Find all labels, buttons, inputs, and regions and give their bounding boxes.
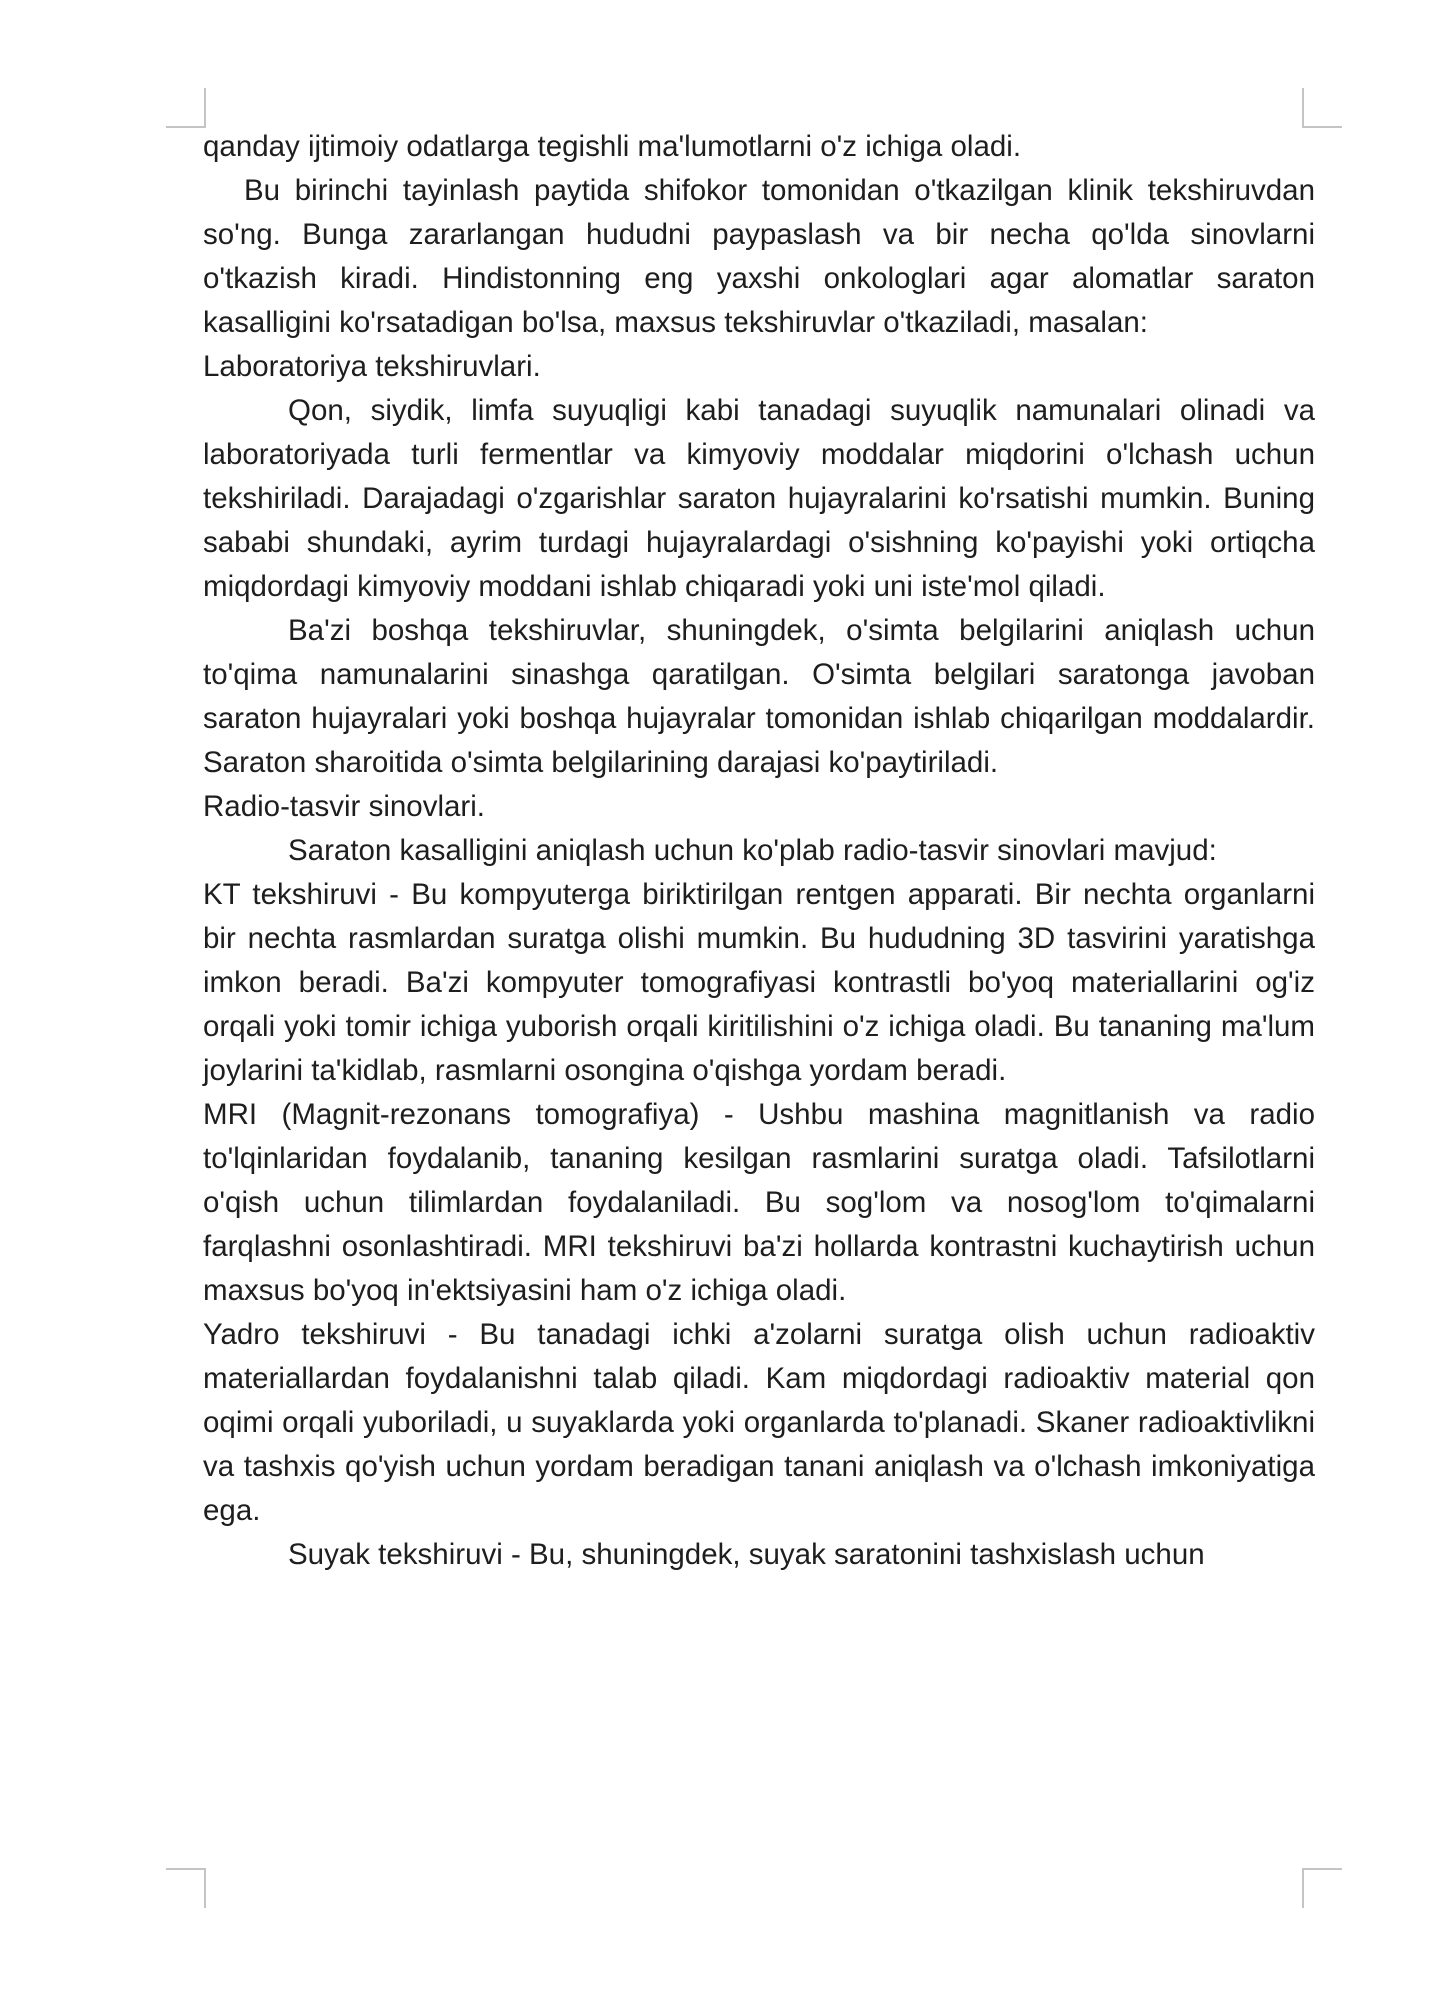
page-corner-mark-top-left bbox=[166, 88, 206, 128]
paragraph: MRI (Magnit-rezonans tomografiya) - Ushbu mashina magnitlanish va radio to'lqinlaridan foydalanib, tananing kesilgan rasmlarini suratga oladi. Tafsilotlarni o'qish uchun tilimlardan foydalaniladi. Bu sog'lom va nosog'lom to'qimalarni farqlashni osonlashtiradi. MRI tekshiruvi ba'zi hollarda kontrastni kuchaytirish uchun maxsus bo'yoq in'ektsiyasini ham o'z ichiga oladi. bbox=[203, 1098, 1315, 1307]
paragraph: KT tekshiruvi - Bu kompyuterga biriktirilgan rentgen apparati. Bir nechta organlarni bir nechta rasmlardan suratga olishi mumkin. Bu hududning 3D tasvirini yaratishga imkon beradi. Ba'zi kompyuter tomografiyasi kontrastli bo'yoq materiallarini og'iz orqali yoki tomir ichiga yuborish orqali kiritilishini o'z ichiga oladi. Bu tananing ma'lum joylarini ta'kidlab, rasmlarni osongina o'qishga yordam beradi. bbox=[203, 878, 1315, 1087]
page-corner-mark-bottom-right bbox=[1302, 1868, 1342, 1908]
paragraph: Saraton kasalligini aniqlash uchun ko'plab radio-tasvir sinovlari mavjud: bbox=[288, 834, 1217, 867]
page-corner-mark-top-right bbox=[1302, 88, 1342, 128]
paragraph: Ba'zi boshqa tekshiruvlar, shuningdek, o'simta belgilarini aniqlash uchun to'qima namunalarini sinashga qaratilgan. O'simta belgilari saratonga javoban saraton hujayralari yoki boshqa hujayralar tomonidan ishlab chiqarilgan moddalardir. Saraton sharoitida o'simta belgilarining darajasi ko'paytiriladi. bbox=[203, 614, 1315, 779]
section-heading: Laboratoriya tekshiruvlari. bbox=[203, 350, 541, 383]
paragraph: qanday ijtimoiy odatlarga tegishli ma'lumotlarni o'z ichiga oladi. bbox=[203, 130, 1022, 163]
section-heading: Radio-tasvir sinovlari. bbox=[203, 790, 485, 823]
paragraph: Qon, siydik, limfa suyuqligi kabi tanadagi suyuqlik namunalari olinadi va laboratoriyada turli fermentlar va kimyoviy moddalar miqdorini o'lchash uchun tekshiriladi. Darajadagi o'zgarishlar saraton hujayralarini ko'rsatishi mumkin. Buning sababi shundaki, ayrim turdagi hujayralardagi o'sishning ko'payishi yoki ortiqcha miqdordagi kimyoviy moddani ishlab chiqaradi yoki uni iste'mol qiladi. bbox=[203, 394, 1315, 603]
paragraph: Yadro tekshiruvi - Bu tanadagi ichki a'zolarni suratga olish uchun radioaktiv materiallardan foydalanishni talab qiladi. Kam miqdordagi radioaktiv material qon oqimi orqali yuboriladi, u suyaklarda yoki organlarda to'planadi. Skaner radioaktivlikni va tashxis qo'yish uchun yordam beradigan tanani aniqlash va o'lchash imkoniyatiga ega. bbox=[203, 1318, 1315, 1527]
paragraph: Suyak tekshiruvi - Bu, shuningdek, suyak saratonini tashxislash uchun bbox=[288, 1538, 1205, 1571]
document-body bbox=[203, 125, 1315, 1577]
paragraph: Bu birinchi tayinlash paytida shifokor tomonidan o'tkazilgan klinik tekshiruvdan so'ng. Bunga zararlangan hududni paypaslash va bir necha qo'lda sinovlarni o'tkazish kiradi. Hindistonning eng yaxshi onkologlari agar alomatlar saraton kasalligini ko'rsatadigan bo'lsa, maxsus tekshiruvlar o'tkaziladi, masalan: bbox=[203, 174, 1315, 339]
page-corner-mark-bottom-left bbox=[166, 1868, 206, 1908]
